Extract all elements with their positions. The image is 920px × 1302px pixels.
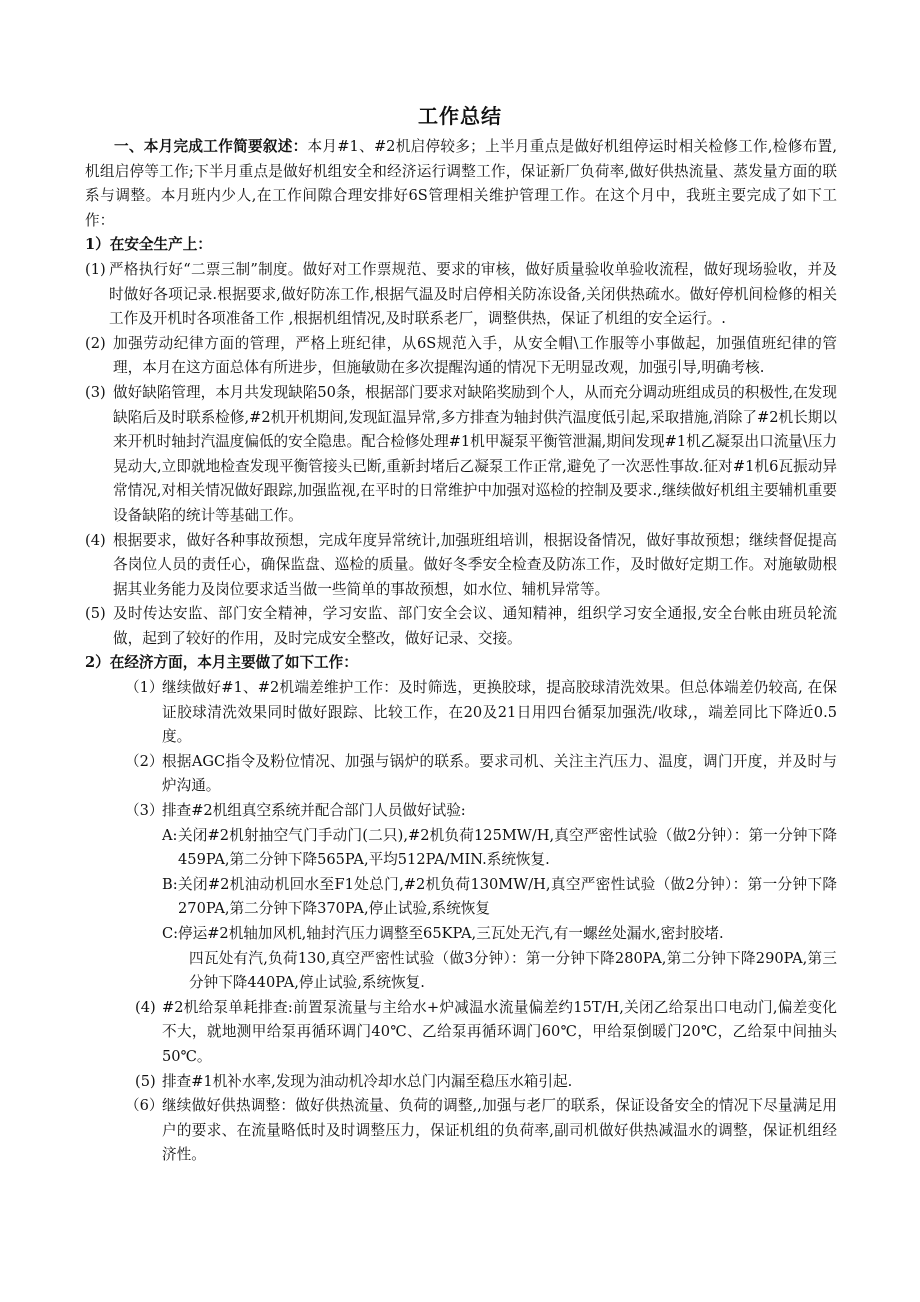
- sub-label: B:: [162, 875, 178, 893]
- item-text: 根据AGC指令及粉位情况、加强与锅炉的联系。要求司机、关注主汽压力、温度，调门开度，并及时与炉沟通。: [162, 752, 837, 795]
- item-text: 继续做好#1、#2机端差维护工作：及时筛选，更换胶球，提高胶球清洗效果。但总体端差仍较高, 在保证胶球清洗效果同时做好跟踪、比较工作，在20及21日用四台循泵加强洗/收球,，端差同比下降近0.5度。: [162, 679, 837, 746]
- sub-text: 关闭#2机射抽空气门手动门(二只),#2机负荷125MW/H,真空严密性试验（做2分钟）：第一分钟下降459PA,第二分钟下降565PA,平均512PA/MIN.系统恢复.: [178, 826, 837, 869]
- intro-paragraph: [85, 135, 837, 233]
- sub-label: C:: [162, 925, 179, 942]
- vacuum-test-continuation: 四瓦处有汽,负荷130,真空严密性试验（做3分钟）：第一分钟下降280PA,第二分钟下降290PA,第三分钟下降440PA,停止试验,系统恢复.: [189, 949, 837, 992]
- document-body: [85, 135, 837, 1168]
- vacuum-test-item: [162, 824, 837, 873]
- item-text: 严格执行好“二票三制”制度。做好对工作票规范、要求的审核，做好质量验收单验收流程，做好现场验收，并及时做好各项记录.根据要求,做好防冻工作,根据气温及时启停相关防冻设备,关闭供热疏水。做好停机间检修的相关工作及开机时各项准备工作 ,根据机组情况,及时联系老厂，调整供热，保证了机组的安全运行。.: [109, 260, 837, 328]
- item-text: 排查#1机补水率,发现为油动机冷却水总门内漏至稳压水箱引起.: [162, 1072, 573, 1090]
- item-number: (3): [85, 383, 106, 401]
- economy-item: [125, 1094, 837, 1168]
- item-text: 排查#2机组真空系统并配合部门人员做好试验:: [162, 802, 466, 820]
- vacuum-test-item: [162, 922, 837, 947]
- safety-item: [85, 381, 837, 529]
- safety-item: [85, 332, 837, 381]
- item-number: (1): [85, 260, 106, 278]
- item-text: 继续做好供热调整：做好供热流量、负荷的调整,,加强与老厂的联系，保证设备安全的情况下尽量满足用户的要求、在流量略低时及时调整压力，保证机组的负荷率,副司机做好供热减温水的调整，保证机组经济性。: [162, 1097, 837, 1164]
- economy-item: [125, 750, 837, 799]
- item-number: （3）: [125, 802, 164, 820]
- item-text: 根据要求，做好各种事故预想，完成年度异常统计,加强班组培训，根据设备情况，做好事故预想；继续督促提高各岗位人员的责任心，确保监盘、巡检的质量。做好冬季安全检查及防冻工作，及时做好定期工作。对施敏勋根据其业务能力及岗位要求适当做一些简单的事故预想，如水位、辅机异常等。: [113, 531, 837, 598]
- item-number: (5): [135, 1072, 156, 1090]
- sub-text: 关闭#2机油动机回水至F1处总门,#2机负荷130MW/H,真空严密性试验（做2分钟）：第一分钟下降270PA,第二分钟下降370PA,停止试验,系统恢复: [178, 875, 837, 918]
- intro-lead: 一、本月完成工作简要叙述：: [114, 138, 308, 155]
- item-text: #2机给泵单耗排查:前置泵流量与主给水+炉减温水流量偏差约15T/H,关闭乙给泵出口电动门,偏差变化不大，就地测甲给泵再循环调门40℃、乙给泵再循环调门60℃，甲给泵倒暖门20℃，乙给泵中间抽头50℃。: [162, 998, 837, 1065]
- sub-label: A:: [162, 826, 178, 844]
- document-title: 工作总结: [418, 104, 502, 128]
- item-number: (5): [85, 605, 106, 623]
- item-text: 加强劳动纪律方面的管理，严格上班纪律，从6S规范入手，从安全帽\工作服等小事做起，加强值班纪律的管理，本月在这方面总体有所进步，但施敏勋在多次提醒沟通的情况下无明显改观，加强引导,明确考核.: [113, 334, 837, 377]
- item-number: （1）: [125, 679, 164, 697]
- economy-heading: 2）在经济方面，本月主要做了如下工作：: [85, 654, 358, 672]
- item-number: (4): [85, 531, 106, 549]
- economy-item: [135, 996, 837, 1070]
- safety-heading: 1）在安全生产上：: [85, 236, 212, 254]
- safety-item: [85, 258, 837, 332]
- item-number: （2）: [125, 752, 164, 770]
- item-text: 做好缺陷管理，本月共发现缺陷50条，根据部门要求对缺陷奖励到个人，从而充分调动班组成员的积极性,在发现缺陷后及时联系检修,#2机开机期间,发现缸温异常,多方排查为轴封供汽温度低引起,采取措施,消除了#2机长期以来开机时轴封汽温度偏低的安全隐患。配合检修处理#1机甲凝泵平衡管泄漏,期间发现#1机乙凝泵出口流量\压力晃动大,立即就地检查发现平衡管接头已断,重新封堵后乙凝泵工作正常,避免了一次恶性事故.征对#1机6瓦振动异常情况,对相关情况做好跟踪,加强监视,在平时的日常维护中加强对巡检的控制及要求.,继续做好机组主要辅机重要设备缺陷的统计等基础工作。: [113, 383, 837, 524]
- item-number: (2): [85, 334, 106, 352]
- sub-text: 停运#2机轴加风机,轴封汽压力调整至65KPA,三瓦处无汽,有一螺丝处漏水,密封胶堵.: [178, 925, 724, 942]
- economy-item: [125, 799, 837, 824]
- item-number: （6）: [125, 1097, 164, 1115]
- safety-item: [85, 602, 837, 651]
- intro-text: 本月#1、#2机启停较多；上半月重点是做好机组停运时相关检修工作,检修布置,机组启停等工作;下半月重点是做好机组安全和经济运行调整工作，保证新厂负荷率,做好供热流量、蒸发量方面的联系与调整。本月班内少人,在工作间隙合理安排好6S管理相关维护管理工作。在这个月中，我班主要完成了如下工作：: [85, 138, 837, 229]
- item-text: 及时传达安监、部门安全精神，学习安监、部门安全会议、通知精神，组织学习安全通报,安全台帐由班员轮流做，起到了较好的作用，及时完成安全整改，做好记录、交接。: [113, 605, 837, 647]
- economy-item: [125, 676, 837, 750]
- vacuum-test-item: [162, 873, 837, 922]
- safety-item: [85, 529, 837, 603]
- economy-item: [135, 1070, 837, 1095]
- item-number: (4): [135, 998, 156, 1016]
